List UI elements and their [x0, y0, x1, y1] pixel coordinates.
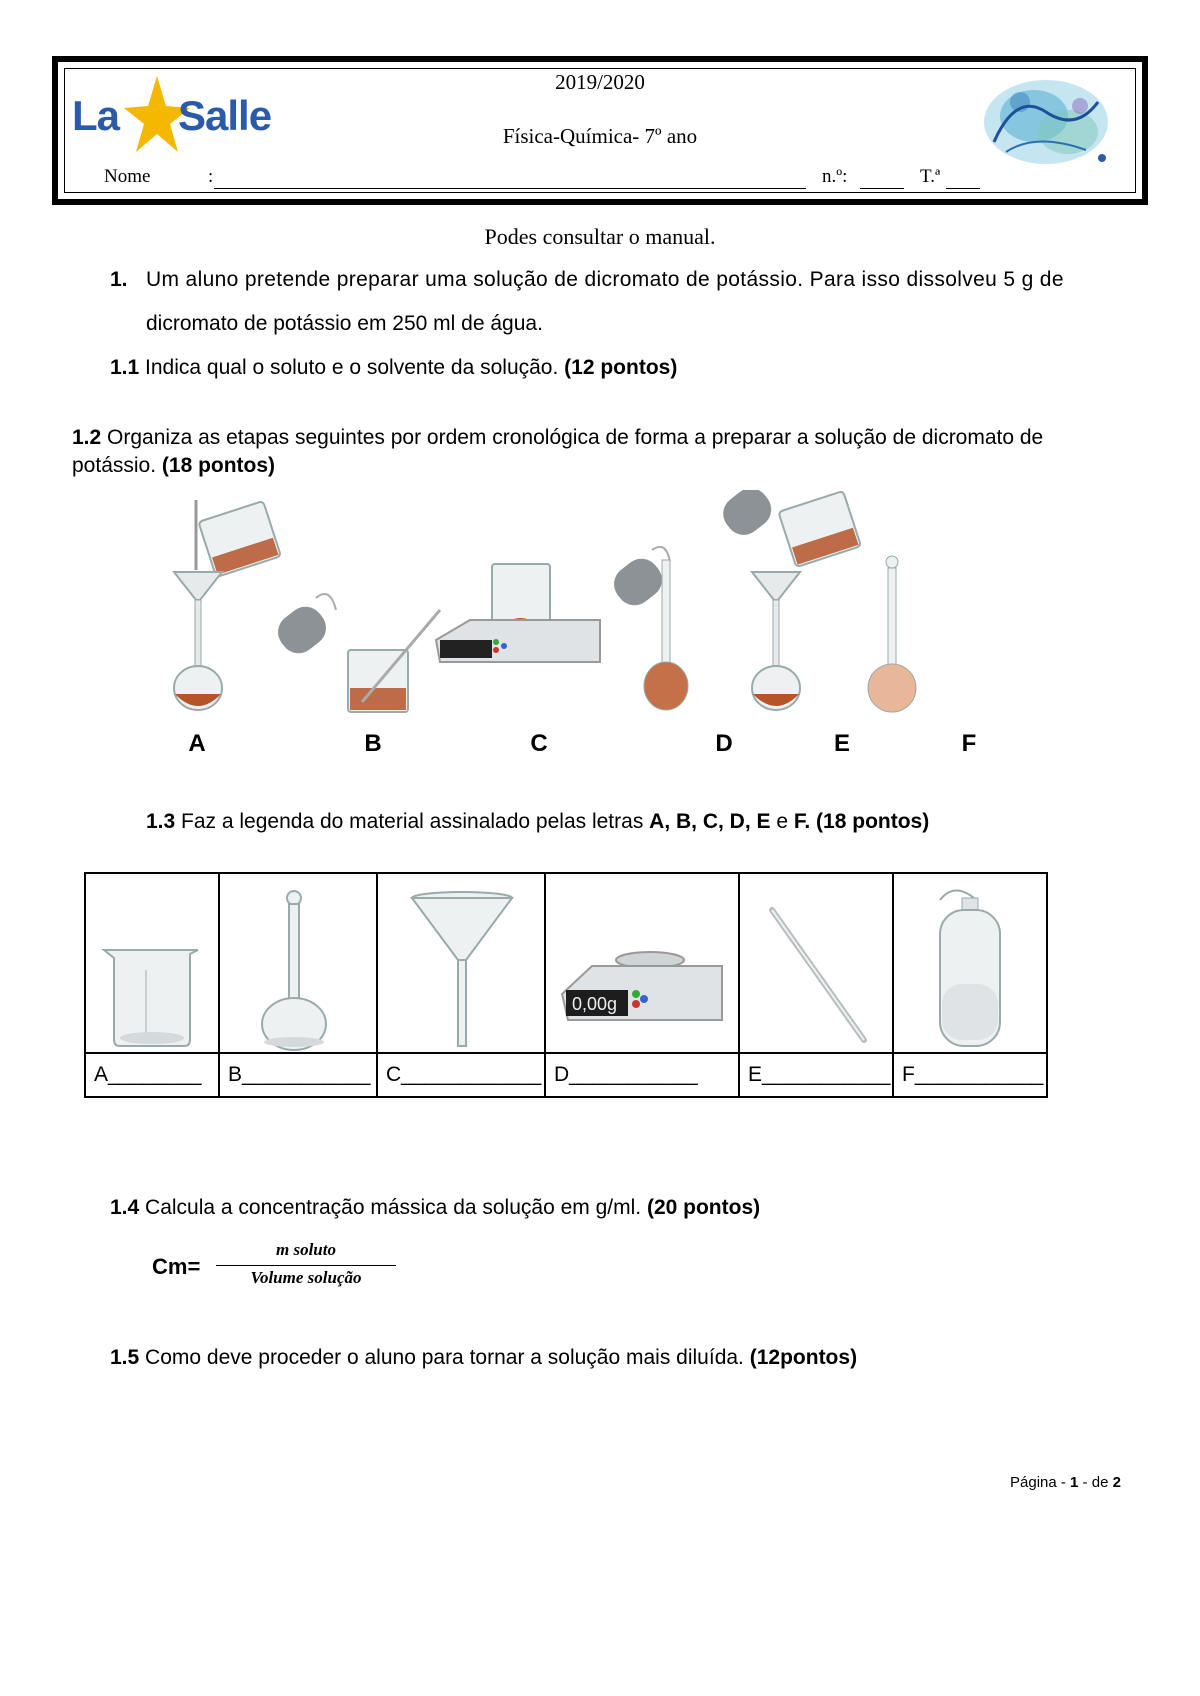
question-1-3 — [146, 810, 929, 834]
footer-mid: - de — [1078, 1474, 1113, 1491]
q1-1-number: 1.1 — [110, 356, 140, 379]
q1-number: 1. — [110, 268, 128, 291]
logo-word-right: Salle — [178, 92, 272, 139]
step-c-figure — [436, 564, 600, 662]
material-cell-c — [377, 873, 545, 1053]
q1-2-number: 1.2 — [72, 426, 102, 449]
step-label-f: F — [961, 730, 977, 757]
subject-title: Física-Química- 7º ano — [502, 124, 698, 148]
glass-rod-icon — [740, 874, 892, 1052]
material-images-row — [85, 873, 1047, 1053]
q1-5-text: Como deve proceder o aluno para tornar a solução mais diluída. — [139, 1346, 750, 1369]
q1-3-text: Faz a legenda do material assinalado pelas letras — [175, 810, 650, 833]
step-e-figure — [716, 490, 861, 710]
q1-2-text2: potássio. — [72, 454, 162, 477]
footer-total: 2 — [1112, 1474, 1121, 1491]
volumetric-flask-icon — [220, 874, 376, 1052]
procedure-steps-illustration — [140, 490, 1020, 720]
question-1-4 — [110, 1196, 760, 1220]
q1-text-line1: Um aluno pretende preparar uma solução de dicromato de potássio. Para isso dissolveu 5 g de — [146, 268, 1064, 291]
material-label-d[interactable]: D___________ — [545, 1053, 739, 1097]
material-cell-e — [739, 873, 893, 1053]
step-label-a: A — [188, 730, 206, 757]
step-d-figure — [607, 547, 688, 710]
material-label-c[interactable]: C____________ — [377, 1053, 545, 1097]
material-cell-a — [85, 873, 219, 1053]
intro-text: Podes consultar o manual. — [484, 224, 716, 249]
step-label-b: B — [364, 730, 382, 757]
la-salle-logo — [70, 74, 290, 154]
material-cell-b — [219, 873, 377, 1053]
question-1-1 — [110, 346, 677, 390]
material-label-e[interactable]: E___________ — [739, 1053, 893, 1097]
class-label: T.ª — [920, 166, 941, 187]
footer-page: 1 — [1070, 1474, 1079, 1491]
q1-1-text: Indica qual o soluto e o solvente da solução. — [139, 356, 565, 379]
wash-bottle-icon — [894, 874, 1046, 1052]
logo-word-left: La — [72, 92, 120, 139]
material-label-a[interactable]: A________ — [85, 1053, 219, 1097]
q1-4-points: (20 pontos) — [646, 1196, 761, 1219]
school-year: 2019/2020 — [555, 70, 645, 94]
material-cell-d — [545, 873, 739, 1053]
name-field-line[interactable] — [214, 188, 806, 189]
q1-3-points: (18 pontos) — [810, 810, 930, 833]
q1-3-letters: A, B, C, D, E — [649, 810, 771, 833]
q1-5-number: 1.5 — [110, 1346, 140, 1369]
material-label-f[interactable]: F___________ — [893, 1053, 1047, 1097]
funnel-icon — [378, 874, 544, 1052]
scale-display-text: 0,00g — [572, 994, 618, 1014]
number-label: n.º: — [822, 166, 848, 187]
material-label-b[interactable]: B___________ — [219, 1053, 377, 1097]
q1-text-line2: dicromato de potássio em 250 ml de água. — [146, 312, 543, 335]
q1-2-text: Organiza as etapas seguintes por ordem cronológica de forma a preparar a solução de dicromato de — [101, 426, 1044, 449]
step-label-c: C — [530, 730, 548, 757]
step-label-d: D — [715, 730, 733, 757]
class-field-line[interactable] — [946, 188, 980, 189]
scale-icon — [546, 874, 738, 1052]
q1-3-e: e — [770, 810, 794, 833]
q1-3-last: F. — [793, 810, 811, 833]
question-1 — [110, 258, 1130, 302]
page-footer — [1010, 1474, 1121, 1491]
q1-3-number: 1.3 — [146, 810, 176, 833]
step-a-figure — [174, 500, 281, 710]
footer-prefix: Página - — [1010, 1474, 1071, 1491]
q1-2-points: (18 pontos) — [161, 454, 276, 477]
beaker-icon — [86, 874, 218, 1052]
school-emblem-icon — [976, 72, 1116, 172]
formula-lhs: Cm= — [152, 1254, 201, 1279]
q1-4-number: 1.4 — [110, 1196, 140, 1219]
material-cell-f — [893, 873, 1047, 1053]
q1-5-points: (12pontos) — [749, 1346, 858, 1369]
formula — [152, 1240, 452, 1300]
name-label: Nome — [104, 166, 151, 187]
name-colon: : — [208, 166, 214, 187]
number-field-line[interactable] — [860, 188, 904, 189]
q1-1-points: (12 pontos) — [564, 356, 678, 379]
material-table — [84, 872, 1048, 1098]
question-1-2 — [72, 424, 1152, 480]
formula-denominator: Volume solução — [250, 1268, 362, 1287]
step-f-figure — [868, 556, 916, 712]
fraction-bar — [216, 1265, 396, 1266]
step-label-e: E — [833, 730, 850, 757]
step-b-figure — [271, 594, 440, 712]
formula-numerator: m soluto — [276, 1240, 336, 1259]
q1-4-text: Calcula a concentração mássica da solução em g/ml. — [139, 1196, 647, 1219]
material-labels-row — [85, 1053, 1047, 1097]
question-1-5 — [110, 1346, 857, 1370]
